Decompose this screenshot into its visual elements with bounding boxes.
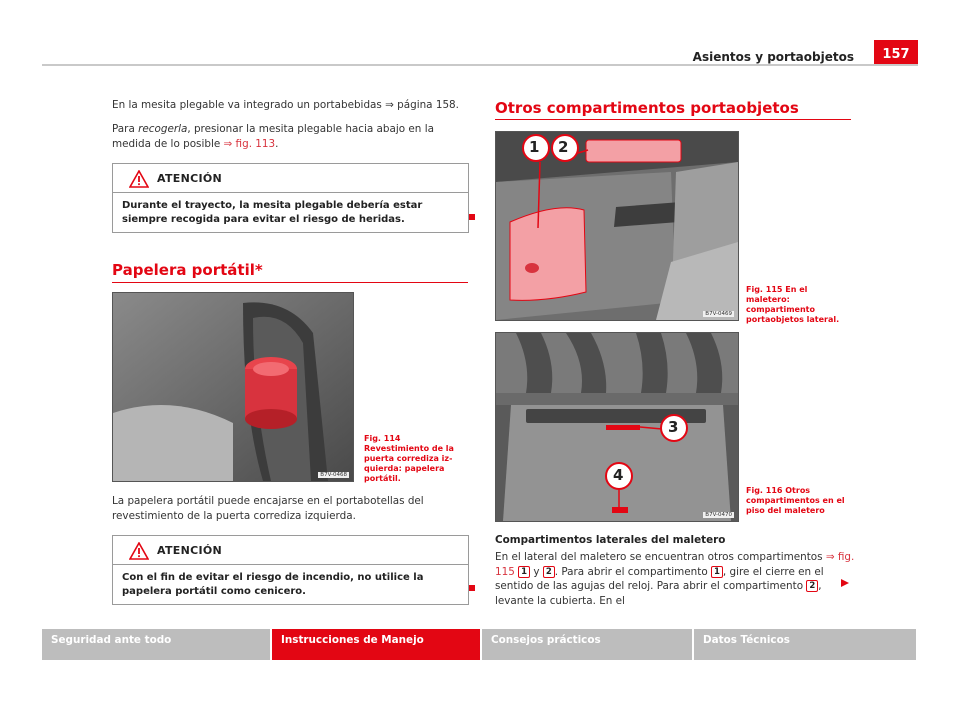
paragraph-intro: En la mesita plegable va integrado un portabebidas ⇒ página 158. [112,99,459,111]
warning-header [113,164,468,193]
paragraph-compartimentos [495,550,855,608]
figure-code: B7V-0469 [705,311,732,317]
footer-navigation [42,629,916,660]
warning-body: Con el fin de evitar el riesgo de incendio, no utilice la papelera portátil como cenicero. [122,572,424,597]
section-rule [495,119,851,120]
para-italic: recogerla [138,123,188,135]
item-number-badge: 1 [711,566,723,578]
para-text: y [530,565,543,578]
page-number: 157 [874,40,918,66]
figure-reference-link[interactable]: ⇒ fig. 115 [495,551,855,578]
para-text: , gire el cierre en el sentido de las agujas del reloj. Para abrir el compartimento [495,565,824,592]
trunk-floor-illustration [496,333,738,521]
para-text: Para [112,123,139,135]
running-header-title: Asientos y portaobjetos [692,50,854,64]
figure-code: B7V-0468 [320,472,347,478]
footer-tab-datos[interactable]: Datos Técnicos [694,629,916,660]
paragraph-papelera: La papelera portátil puede encajarse en el portabotellas del revestimiento de la puerta corrediza izquierda. [112,495,424,522]
warning-body: Durante el trayecto, la mesita plegable debería estar siempre recogida para evitar el riesgo de heridas. [122,200,423,225]
section-title-otros: Otros compartimentos portaobjetos [495,99,799,117]
para-text: . [275,137,279,150]
figure-115-image [495,131,739,321]
item-number-badge: 2 [543,566,555,578]
header-rule [42,64,918,66]
figure-114-caption: Fig. 114 Revestimiento de la puerta corrediza izquierda: papelera portátil. [364,434,454,483]
para-text: , levante la cubierta. En el [495,580,822,607]
paragraph-recoger [112,122,472,151]
figure-114-image [112,292,354,482]
warning-title: ATENCIÓN [157,544,223,557]
section-rule [112,282,468,283]
callout-label: 2 [558,138,569,156]
warning-triangle-icon [129,170,149,188]
section-end-marker [469,585,475,591]
callout-label: 4 [613,466,624,484]
footer-tab-seguridad[interactable]: Seguridad ante todo [42,629,270,660]
subheading-compartimentos: Compartimentos laterales del maletero [495,534,726,546]
door-panel-illustration [113,293,353,481]
figure-code: B7V-0470 [705,512,732,518]
para-text: . Para abrir el compartimento [554,565,711,578]
callout-label: 1 [529,138,540,156]
para-text: , presionar la mesita plegable hacia abajo en la medida de lo posible [112,123,434,150]
continue-arrow-icon [840,578,850,588]
figure-115-caption: Fig. 115 En el maletero: compartimento portaobjetos lateral. [746,285,840,324]
warning-box-incendio [112,535,469,605]
item-number-badge: 2 [806,580,818,592]
callout-label: 3 [668,418,679,436]
figure-116-caption: Fig. 116 Otros compartimentos en el piso del maletero [746,486,845,515]
figure-reference-link[interactable]: ⇒ fig. 113 [223,137,276,150]
footer-tab-consejos[interactable]: Consejos prácticos [482,629,692,660]
section-title-papelera: Papelera portátil* [112,261,263,279]
section-end-marker [469,214,475,220]
warning-title: ATENCIÓN [157,172,223,185]
footer-tab-instrucciones[interactable]: Instrucciones de Manejo [272,629,480,660]
trunk-side-illustration [496,132,738,320]
warning-triangle-icon [129,542,149,560]
item-number-badge: 1 [518,566,530,578]
para-text: En el lateral del maletero se encuentran otros compartimentos [495,551,826,563]
warning-box-trayecto [112,163,469,233]
figure-116-image [495,332,739,522]
warning-header [113,536,468,565]
